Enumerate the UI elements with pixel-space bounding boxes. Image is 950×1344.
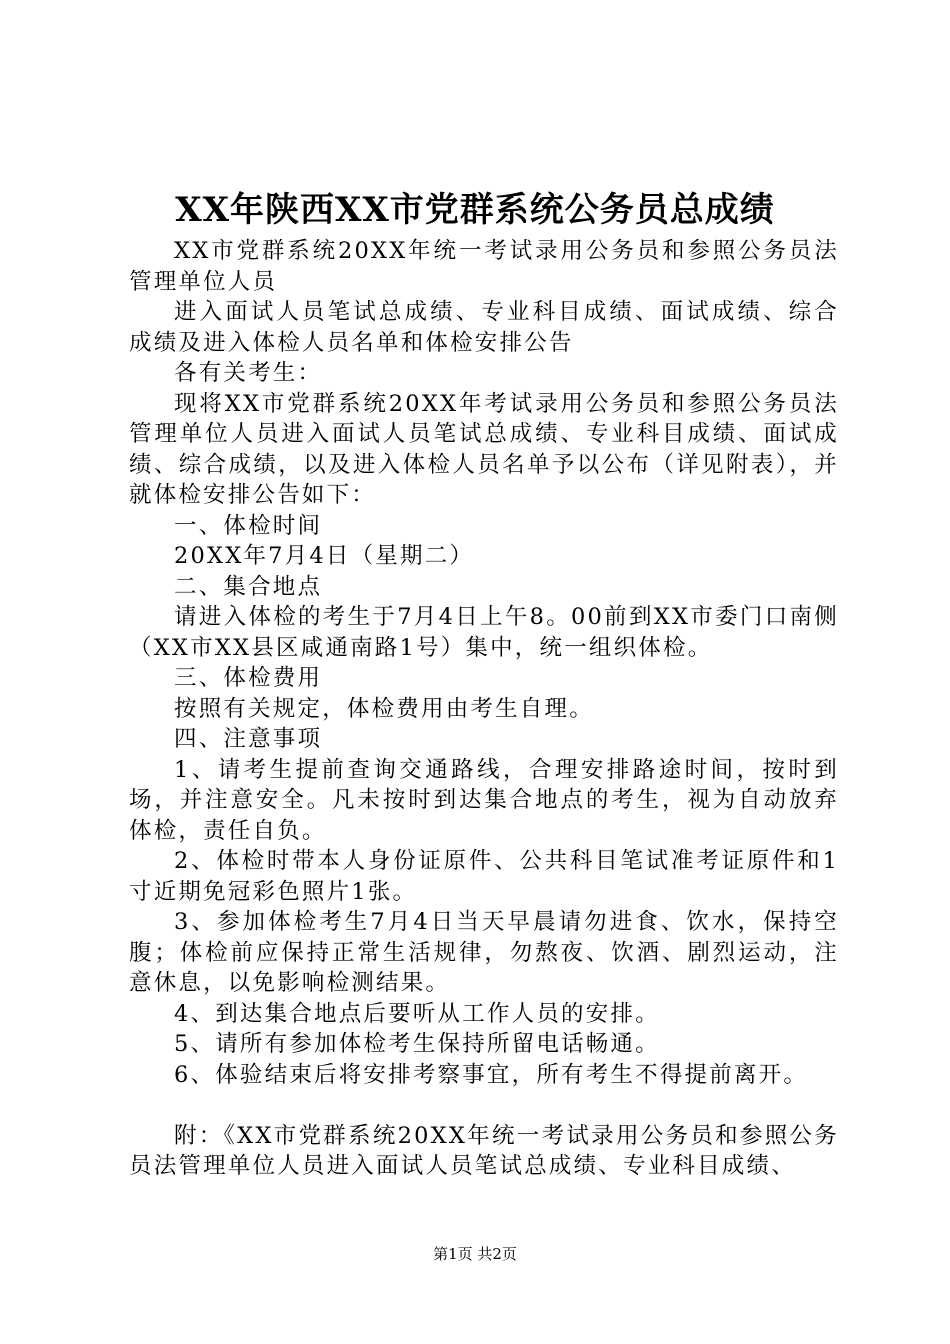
note-item-6: 6、体验结束后将安排考察事宜，所有考生不得提前离开。 bbox=[174, 1061, 809, 1088]
note-item-1: 1、请考生提前查询交通路线，合理安排路途时间，按时到场，并注意安全。凡未按时到达集合地点的考生，视为自动放弃体检，责任自负。 bbox=[129, 756, 839, 844]
heading-gathering-place: 二、集合地点 bbox=[174, 573, 323, 600]
note-item-3: 3、参加体检考生7月4日当天早晨请勿进食、饮水，保持空腹；体检前应保持正常生活规律，勿熬夜、饮酒、剧烈运动，注意休息，以免影响检测结果。 bbox=[129, 909, 839, 996]
paragraph-fees-details: 按照有关规定，体检费用由考生自理。 bbox=[174, 695, 594, 722]
paragraph-gathering-details: 请进入体检的考生于7月4日上午8。00前到XX市委门口南侧（XX市XX县区咸通南路1号）集中，统一组织体检。 bbox=[129, 604, 839, 661]
document-title: XX年陕西XX市党群系统公务员总成绩 bbox=[175, 190, 775, 230]
heading-notes: 四、注意事项 bbox=[174, 726, 323, 752]
document-body bbox=[129, 236, 839, 1182]
paragraph-exam-date: 20XX年7月4日（星期二） bbox=[174, 543, 475, 569]
paragraph-intro: XX市党群系统20XX年统一考试录用公务员和参照公务员法管理单位人员 bbox=[129, 238, 839, 295]
heading-exam-time: 一、体检时间 bbox=[174, 512, 323, 539]
page-footer: 第1页 共2页 bbox=[433, 1245, 517, 1263]
heading-exam-fees: 三、体检费用 bbox=[174, 665, 323, 691]
paragraph-subject: 进入面试人员笔试总成绩、专业科目成绩、面试成绩、综合成绩及进入体检人员名单和体检安排公告 bbox=[129, 299, 839, 356]
note-item-5: 5、请所有参加体检考生保持所留电话畅通。 bbox=[174, 1031, 660, 1057]
note-item-2: 2、体检时带本人身份证原件、公共科目笔试准考证原件和1寸近期免冠彩色照片1张。 bbox=[129, 848, 839, 905]
note-item-4: 4、到达集合地点后要听从工作人员的安排。 bbox=[174, 1000, 660, 1027]
paragraph-salutation: 各有关考生： bbox=[174, 360, 323, 386]
paragraph-announcement: 现将XX市党群系统20XX年考试录用公务员和参照公务员法管理单位人员进入面试人员笔试总成绩、专业科目成绩、面试成绩、综合成绩，以及进入体检人员名单予以公布（详见附表），并就体检安排公告如下： bbox=[129, 390, 839, 508]
paragraph-attachment: 附：《XX市党群系统20XX年统一考试录用公务员和参照公务员法管理单位人员进入面试人员笔试总成绩、专业科目成绩、 bbox=[129, 1122, 839, 1179]
